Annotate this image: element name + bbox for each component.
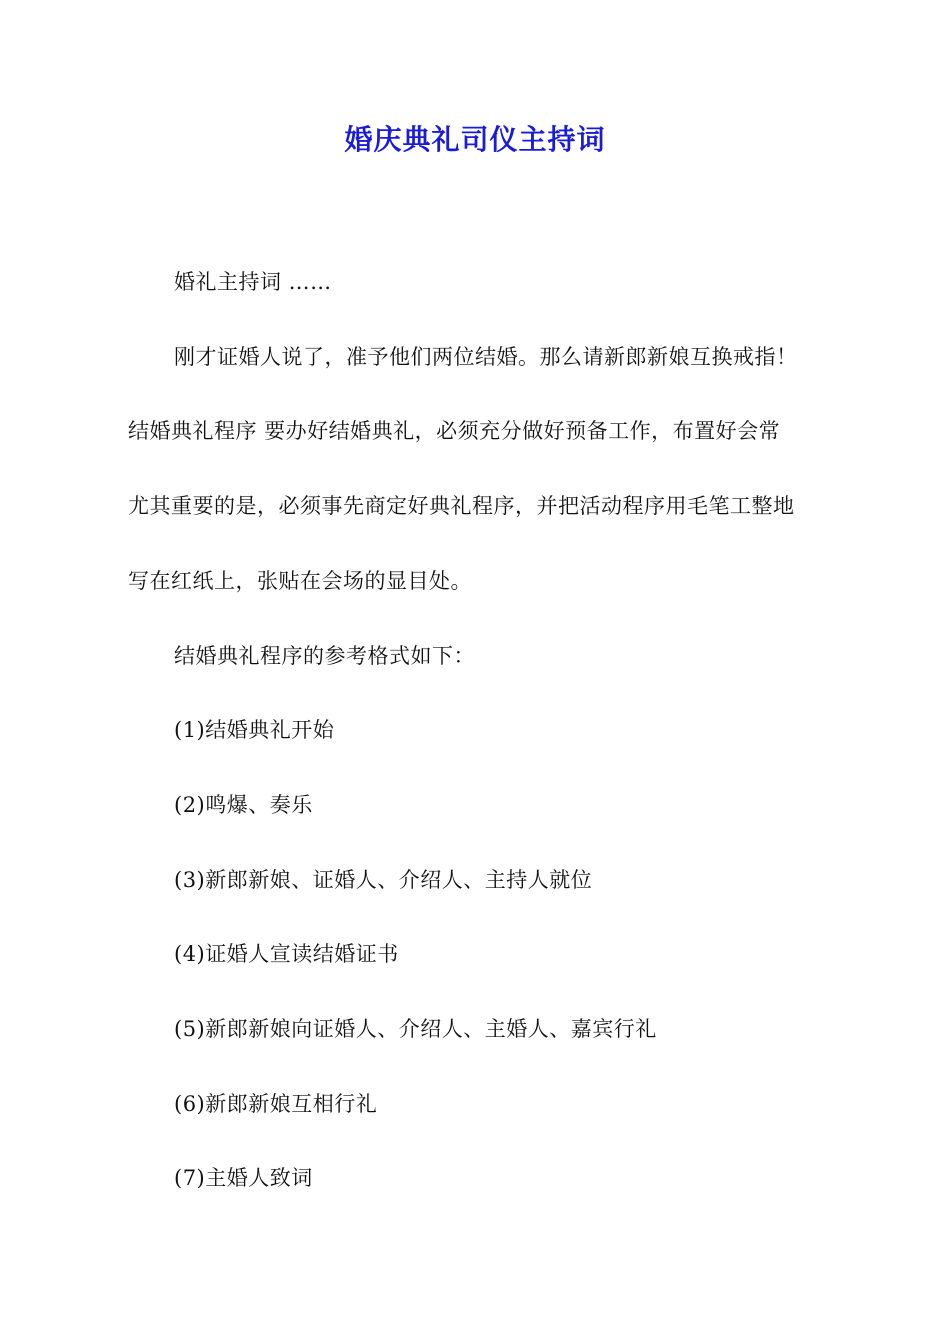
list-item: (2)鸣爆、奏乐 (174, 793, 313, 817)
list-item: (6)新郎新娘互相行礼 (174, 1092, 378, 1116)
document-title: 婚庆典礼司仪主持词 (344, 123, 606, 156)
paragraph-line: 刚才证婚人说了，准予他们两位结婚。那么请新郎新娘互换戒指！ (174, 345, 798, 369)
list-item: (7)主婚人致词 (174, 1166, 313, 1190)
list-item: (5)新郎新娘向证婚人、介绍人、主婚人、嘉宾行礼 (174, 1017, 657, 1041)
list-item: (1)结婚典礼开始 (174, 718, 335, 742)
paragraph-line: 写在红纸上，张贴在会场的显目处。 (128, 569, 472, 593)
list-item: (3)新郎新娘、证婚人、介绍人、主持人就位 (174, 868, 593, 892)
paragraph-line: 结婚典礼程序的参考格式如下： (174, 644, 475, 668)
paragraph-line: 结婚典礼程序 要办好结婚典礼，必须充分做好预备工作，布置好会常 (128, 419, 781, 443)
list-item: (4)证婚人宣读结婚证书 (174, 942, 399, 966)
paragraph-line: 婚礼主持词 …… (174, 270, 332, 294)
paragraph-line: 尤其重要的是，必须事先商定好典礼程序，并把活动程序用毛笔工整地 (128, 494, 795, 518)
